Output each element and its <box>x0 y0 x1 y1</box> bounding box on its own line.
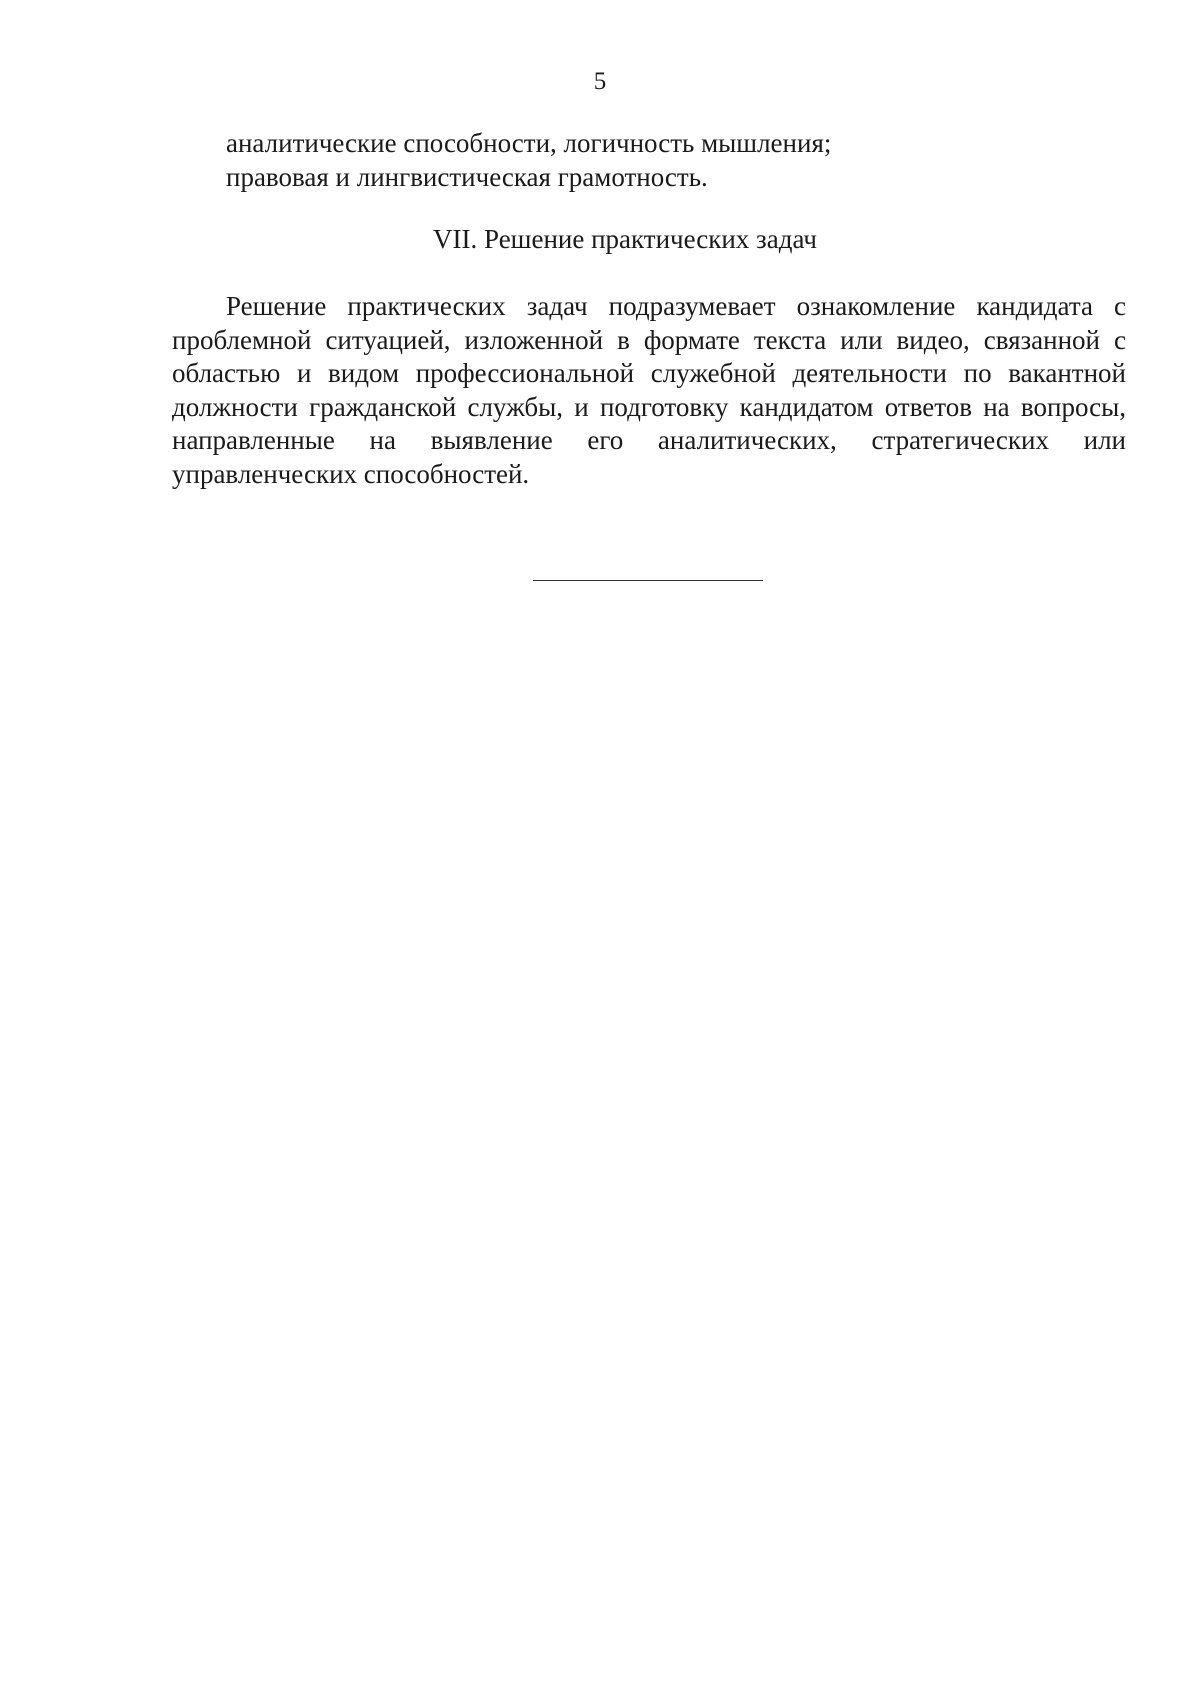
list-item-analytical-abilities: аналитические способности, логичность мышления; <box>226 128 832 158</box>
end-divider <box>533 580 763 581</box>
section-title: VII. Решение практических задач <box>433 224 817 254</box>
section-paragraph: Решение практических задач подразумевает ознакомление кандидата с проблемной ситуацией, изложенной в формате текста или видео, связанной с областью и видом профессиональной служебной деятельности по вакантной должности гражданской службы, и подготовку кандидатом ответов на вопросы, направленные на выявление его аналитических, стратегических или управленческих способностей. <box>172 291 1126 489</box>
list-item-legal-literacy: правовая и лингвистическая грамотность. <box>226 162 708 192</box>
page-number: 5 <box>593 68 607 95</box>
